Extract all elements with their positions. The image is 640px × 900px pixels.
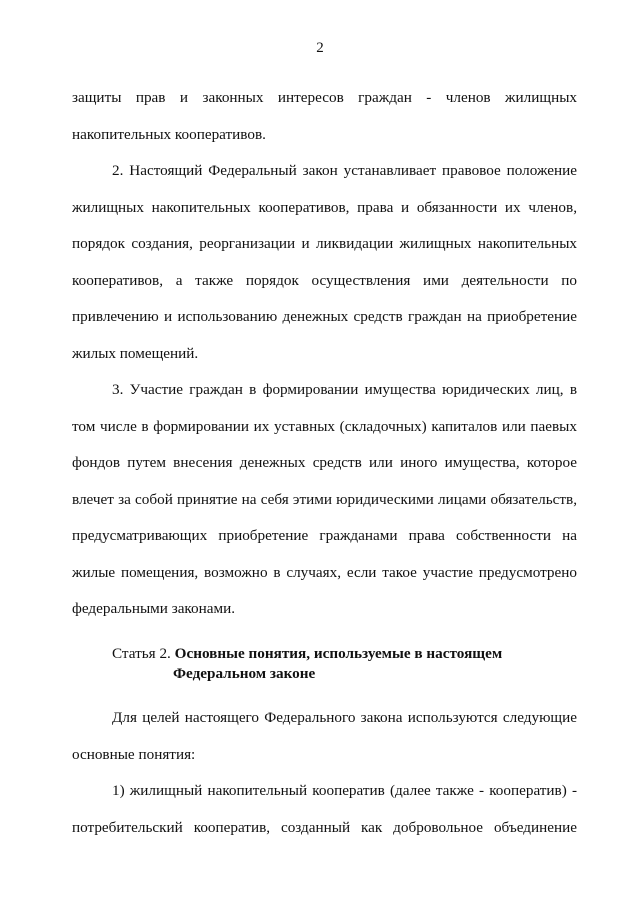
text-line: предусматривающих приобретение гражданами права собственности на xyxy=(72,527,577,544)
body-text-lower xyxy=(72,700,577,846)
article-heading xyxy=(112,644,582,684)
text-line: фондов путем внесения денежных средств или иного имущества, которое xyxy=(72,454,577,471)
body-text-upper xyxy=(72,80,577,628)
text-line: том числе в формировании их уставных (складочных) капиталов или паевых xyxy=(72,417,577,435)
text-line: федеральными законами. xyxy=(72,600,236,617)
text-line: 1) жилищный накопительный кооператив (далее также - кооператив) - xyxy=(112,782,577,799)
text-line: Для целей настоящего Федерального закона используются следующие xyxy=(112,709,577,726)
article-title-line1: Основные понятия, используемые в настоящем xyxy=(174,645,503,662)
text-line: жилые помещения, возможно в случаях, если такое участие предусмотрено xyxy=(72,563,577,581)
text-line: 2. Настоящий Федеральный закон устанавливает правовое положение xyxy=(112,162,577,179)
paragraph-3 xyxy=(72,372,577,628)
text-line: защиты прав и законных интересов граждан - членов жилищных xyxy=(72,89,577,106)
text-line: порядок создания, реорганизации и ликвидации жилищных накопительных xyxy=(72,235,577,252)
text-line: жилых помещений. xyxy=(72,344,199,362)
text-line: кооперативов, а также порядок осуществления ими деятельности по xyxy=(72,271,577,289)
text-line: 3. Участие граждан в формировании имущества юридических лиц, в xyxy=(112,381,577,398)
text-line: потребительский кооператив, созданный как добровольное объединение xyxy=(72,818,577,836)
paragraph-intro xyxy=(72,80,577,153)
text-line: накопительных кооперативов. xyxy=(72,125,266,143)
text-line: привлечению и использованию денежных средств граждан на приобретение xyxy=(72,308,577,325)
paragraph-definitions-intro xyxy=(72,700,577,773)
text-line: жилищных накопительных кооперативов, права и обязанности их членов, xyxy=(72,198,577,216)
article-title-line2: Федеральном законе xyxy=(173,665,316,682)
text-line: основные понятия: xyxy=(72,745,196,763)
paragraph-definition-1 xyxy=(72,773,577,846)
paragraph-2 xyxy=(72,153,577,372)
page-number: 2 xyxy=(316,40,324,56)
text-line: влечет за собой принятие на себя этими юридическими лицами обязательств, xyxy=(72,490,577,508)
article-label: Статья 2. xyxy=(112,645,171,662)
